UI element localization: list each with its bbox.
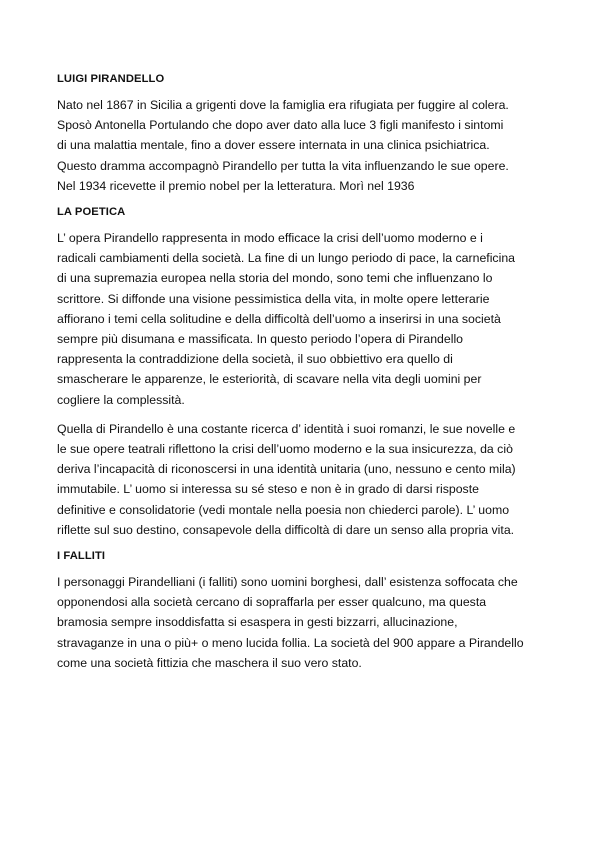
text-line: Quella di Pirandello è una costante ricerca d’ identità i suoi romanzi, le sue novelle e (57, 421, 516, 436)
text-line: le sue opere teatrali riflettono la crisi dell’uomo moderno e la sua insicurezza, da ciò (57, 442, 513, 457)
text-line: immutabile. L’ uomo si interessa su sé steso e non è in grado di darsi risposte (57, 482, 479, 497)
section-heading-luigi-pirandello: LUIGI PIRANDELLO (57, 73, 165, 85)
text-line: definitive e consolidatorie (vedi montale nella poesia non chiederci parole). L’ uomo (57, 502, 510, 517)
text-line: scrittore. Si diffonde una visione pessimistica della vita, in molte opere letterarie (57, 291, 490, 306)
text-line: Questo dramma accompagnò Pirandello per tutta la vita influenzando le sue opere. (57, 158, 509, 173)
text-line: Nel 1934 ricevette il premio nobel per la letteratura. Morì nel 1936 (57, 178, 415, 193)
text-line: I personaggi Pirandelliani (i falliti) sono uomini borghesi, dall’ esistenza soffocata che (57, 575, 518, 590)
text-line: radicali cambiamenti della società. La fine di un lungo periodo di pace, la carneficina (57, 251, 515, 266)
text-line: rappresenta la contraddizione della società, il suo obbiettivo era quello di (57, 352, 453, 367)
text-line: opponendosi alla società cercano di sopraffarla per esser qualcuno, ma questa (57, 595, 487, 610)
section-heading-i-falliti: I FALLITI (57, 550, 106, 563)
text-line: bramosia sempre insoddisfatta si esaspera in gesti bizzarri, allucinazione, (57, 615, 458, 630)
text-line: smascherare le apparenze, le esteriorità, di scavare nella vita degli uomini per (57, 372, 482, 387)
paragraph-biography (57, 95, 543, 196)
text-line: sempre più disumana e massificata. In questo periodo l’opera di Pirandello (57, 332, 464, 347)
paragraph-falliti (57, 572, 543, 673)
text-line: riflette sul suo destino, consapevole della difficoltà di dare un senso alla propria vita. (57, 522, 515, 537)
text-line: stravaganze in una o più+ o meno lucida follia. La società del 900 appare a Pirandello (57, 635, 524, 650)
paragraph-poetica-2 (57, 419, 543, 540)
section-heading-la-poetica: LA POETICA (57, 206, 126, 219)
text-line: come una società fittizia che maschera il suo vero stato. (57, 655, 362, 670)
text-line: di una supremazia europea nella storia del mondo, sono temi che influenzano lo (57, 271, 493, 286)
text-line: deriva l’incapacità di riconoscersi in una identità unitaria (uno, nessuno e cento mila) (57, 462, 516, 477)
document-page (57, 72, 543, 682)
text-line: Sposò Antonella Portulando che dopo aver dato alla luce 3 figli manifesto i sintomi (57, 118, 504, 133)
text-line: cogliere la complessità. (57, 392, 185, 407)
text-line: L’ opera Pirandello rappresenta in modo efficace la crisi dell’uomo moderno e i (57, 231, 483, 246)
paragraph-poetica-1 (57, 228, 543, 410)
text-line: affiorano i temi cella solitudine e della difficoltà dell’uomo a inserirsi in una società (57, 311, 501, 326)
text-line: di una malattia mentale, fino a dover essere internata in una clinica psichiatrica. (57, 138, 490, 153)
text-line: Nato nel 1867 in Sicilia a grigenti dove la famiglia era rifugiata per fuggire al colera. (57, 98, 509, 112)
